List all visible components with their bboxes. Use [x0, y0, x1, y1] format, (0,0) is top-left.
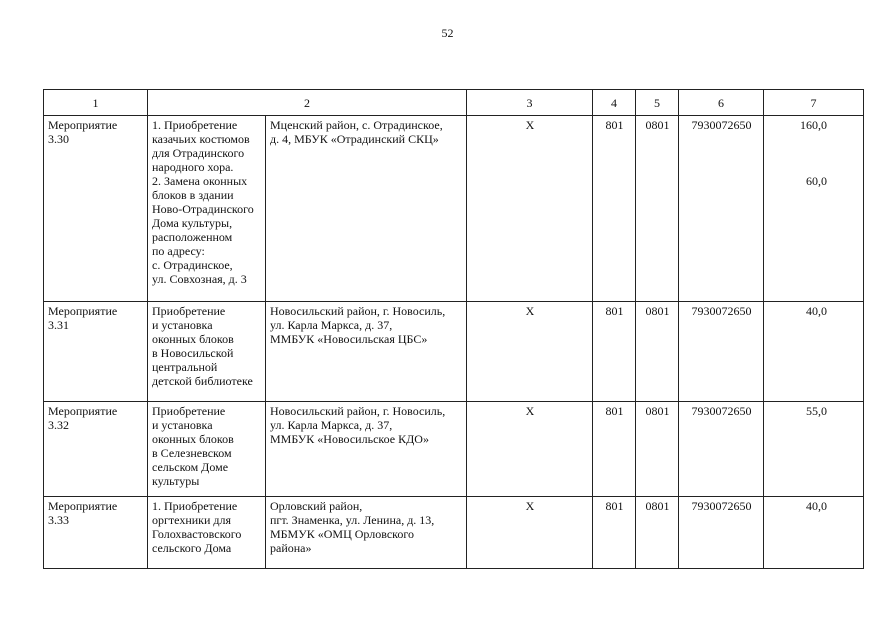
amount-value: 160,0 [800, 118, 827, 132]
amount-value: 40,0 [806, 499, 827, 513]
amount-cell [764, 497, 864, 569]
col4-cell: 801 [593, 302, 636, 402]
header-cell-4: 4 [593, 90, 636, 116]
header-cell-6: 6 [679, 90, 764, 116]
amount-value: 60,0 [806, 174, 827, 188]
col3-cell: X [467, 497, 593, 569]
activity-description: Приобретение и установка оконных блоков в Селезневском сельском Доме культуры [148, 402, 266, 497]
col4-cell: 801 [593, 402, 636, 497]
header-row [44, 90, 864, 116]
amount-value: 55,0 [806, 404, 827, 418]
page-number: 52 [441, 26, 454, 40]
table-row [44, 302, 864, 402]
col3-cell: X [467, 302, 593, 402]
col5-cell: 0801 [636, 497, 679, 569]
activity-location: Мценский район, с. Отрадинское, д. 4, МБУК «Отрадинский СКЦ» [266, 116, 467, 302]
activity-location: Орловский район, пгт. Знаменка, ул. Ленина, д. 13, МБМУК «ОМЦ Орловского района» [266, 497, 467, 569]
col5-cell: 0801 [636, 402, 679, 497]
col4-cell: 801 [593, 497, 636, 569]
header-cell-7: 7 [764, 90, 864, 116]
col3-cell: X [467, 402, 593, 497]
col6-cell: 7930072650 [679, 402, 764, 497]
activity-id: Мероприятие 3.33 [44, 497, 148, 569]
activity-id: Мероприятие 3.31 [44, 302, 148, 402]
amount-cell [764, 402, 864, 497]
table-row [44, 497, 864, 569]
activity-id: Мероприятие 3.30 [44, 116, 148, 302]
table-row [44, 116, 864, 302]
header-cell-5: 5 [636, 90, 679, 116]
activity-id: Мероприятие 3.32 [44, 402, 148, 497]
activity-location: Новосильский район, г. Новосиль, ул. Карла Маркса, д. 37, ММБУК «Новосильское КДО» [266, 402, 467, 497]
budget-table [43, 89, 864, 569]
amount-cell [764, 116, 864, 302]
col6-cell: 7930072650 [679, 116, 764, 302]
table-row [44, 402, 864, 497]
activity-description: Приобретение и установка оконных блоков в Новосильской центральной детской библиотеке [148, 302, 266, 402]
activity-description: 1. Приобретение оргтехники для Голохвастовского сельского Дома [148, 497, 266, 569]
activity-description: 1. Приобретение казачьих костюмов для Отрадинского народного хора. 2. Замена оконных блоков в здании Ново-Отрадинского Дома культуры, расположенном по адресу: с. Отрадинское, ул. Совхозная, д. 3 [148, 116, 266, 302]
col5-cell: 0801 [636, 116, 679, 302]
amount-cell [764, 302, 864, 402]
col3-cell: X [467, 116, 593, 302]
col6-cell: 7930072650 [679, 302, 764, 402]
header-cell-3: 3 [467, 90, 593, 116]
amount-value: 40,0 [806, 304, 827, 318]
col6-cell: 7930072650 [679, 497, 764, 569]
header-cell-2: 2 [148, 90, 467, 116]
col4-cell: 801 [593, 116, 636, 302]
col5-cell: 0801 [636, 302, 679, 402]
activity-location: Новосильский район, г. Новосиль, ул. Карла Маркса, д. 37, ММБУК «Новосильская ЦБС» [266, 302, 467, 402]
header-cell-1: 1 [44, 90, 148, 116]
